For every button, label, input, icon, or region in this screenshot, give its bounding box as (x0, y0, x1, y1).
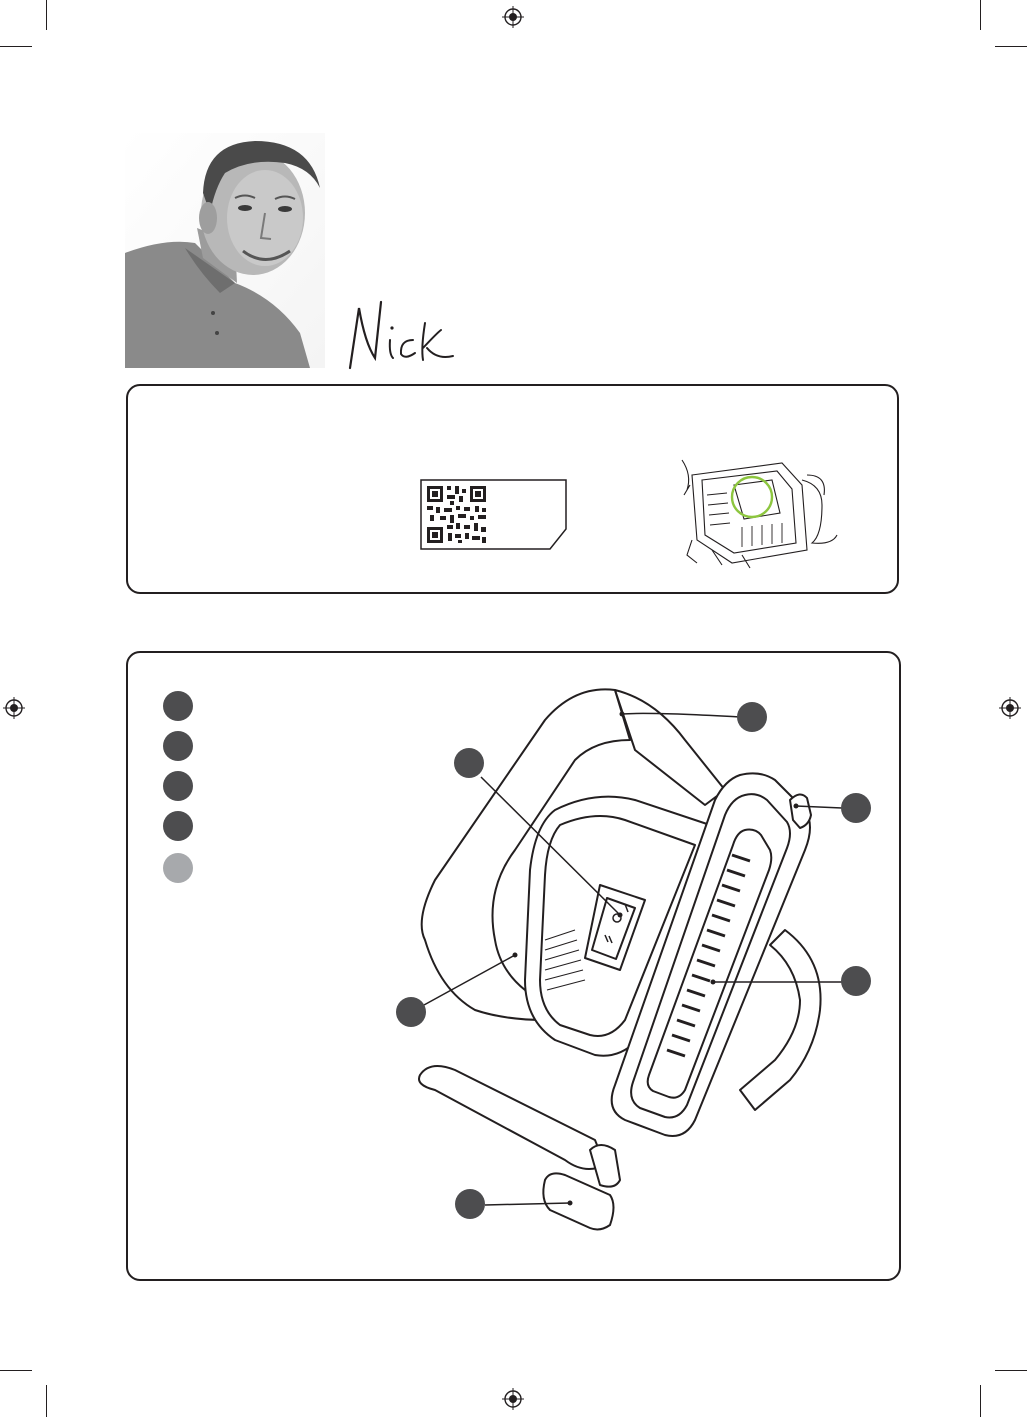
registration-mark-icon (999, 697, 1021, 719)
legend-marker (163, 811, 193, 841)
registration-mark-icon (3, 697, 25, 719)
callout-marker-switch (454, 748, 484, 778)
crop-mark (980, 1385, 981, 1417)
registration-mark-icon (502, 6, 524, 28)
qr-code-icon[interactable] (420, 479, 568, 551)
callout-marker-pivot-knob (455, 1189, 485, 1219)
callout-marker-side-knob (841, 793, 871, 823)
person-photo (125, 133, 325, 368)
crop-mark (0, 1370, 32, 1371)
legend-marker (163, 771, 193, 801)
callout-marker-battery-cover (396, 997, 426, 1027)
callout-marker-lens (841, 966, 871, 996)
crop-mark (980, 0, 981, 30)
legend-marker (163, 691, 193, 721)
callout-marker-handle (737, 702, 767, 732)
crop-mark (46, 1385, 47, 1417)
crop-mark (0, 46, 32, 47)
crop-mark (995, 1370, 1027, 1371)
crop-mark (995, 46, 1027, 47)
legend-marker (163, 731, 193, 761)
crop-mark (46, 0, 47, 30)
battery-compartment-sketch (672, 455, 844, 570)
signature (345, 298, 460, 376)
legend-marker (163, 853, 193, 883)
registration-mark-icon (502, 1388, 524, 1410)
